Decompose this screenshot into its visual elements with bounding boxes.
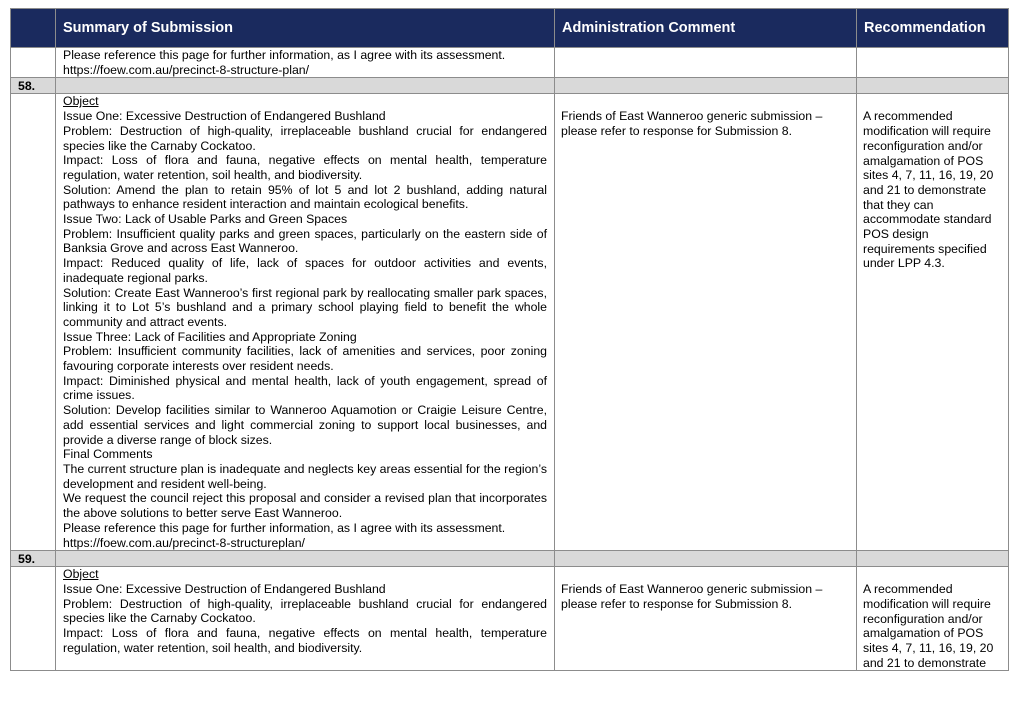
summary-line: Issue One: Excessive Destruction of Endangered Bushland: [63, 581, 386, 596]
submission-summary: [56, 567, 555, 671]
submissions-table: [10, 8, 1009, 671]
header-row: [11, 9, 1009, 48]
header-number: [11, 9, 56, 48]
submission-row: [11, 567, 1009, 671]
summary-line: Please reference this page for further information, as I agree with its assessment.: [63, 520, 506, 535]
continued-row: [11, 48, 1009, 78]
summary-line: Problem: Insufficient community facilities, lack of amenities and services, poor zoning favouring corporate interests over resident needs.: [63, 344, 547, 374]
recommendation: A recommended modification will require reconfiguration and/or amalgamation of POS sites 4, 7, 11, 16, 19, 20 and 21 to demonstrate: [857, 567, 1009, 671]
summary-line: Problem: Destruction of high-quality, irreplaceable bushland crucial for endangered species like the Carnaby Cockatoo.: [63, 123, 547, 153]
summary-link: https://foew.com.au/precinct-8-structure-plan/: [63, 62, 310, 77]
submission-summary: [56, 94, 555, 551]
header-summary: Summary of Submission: [56, 9, 555, 48]
summary-line: Solution: Amend the plan to retain 95% of lot 5 and lot 2 bushland, adding natural pathways to enhance resident interaction and maintain ecological benefits.: [63, 182, 547, 212]
summary-line: Solution: Create East Wanneroo’s first regional park by reallocating smaller park spaces, linking it to Lot 5’s bushland and a primary school playing field to benefit the whole community and attract events.: [63, 285, 547, 329]
summary-line: Issue Three: Lack of Facilities and Appropriate Zoning: [63, 329, 357, 344]
summary-position: Object: [63, 94, 99, 109]
submission-row: [11, 94, 1009, 551]
submission-number: 58.: [11, 78, 56, 94]
submission-number: 59.: [11, 551, 56, 567]
summary-line: Impact: Loss of flora and fauna, negative effects on mental health, temperature regulation, water retention, soil health, and biodiversity.: [63, 626, 547, 655]
summary-line: Issue Two: Lack of Usable Parks and Green Spaces: [63, 212, 348, 227]
header-admin-comment: Administration Comment: [555, 9, 857, 48]
admin-comment: Friends of East Wanneroo generic submission – please refer to response for Submission 8.: [555, 567, 857, 671]
submission-number-row: [11, 551, 1009, 567]
summary-position: Object: [63, 567, 99, 582]
summary-line: Problem: Insufficient quality parks and green spaces, particularly on the eastern side of Banksia Grove and across East Wanneroo.: [63, 226, 547, 256]
summary-line: Impact: Reduced quality of life, lack of spaces for outdoor activities and events, inadequate regional parks.: [63, 256, 547, 285]
continued-summary: [56, 48, 555, 78]
summary-line: Please reference this page for further information, as I agree with its assessment.: [63, 48, 506, 62]
header-recommendation: Recommendation: [857, 9, 1009, 48]
summary-line: Final Comments: [63, 447, 153, 462]
summary-line: We request the council reject this proposal and consider a revised plan that incorporates the above solutions to better serve East Wanneroo.: [63, 491, 547, 521]
admin-comment: Friends of East Wanneroo generic submission – please refer to response for Submission 8.: [555, 94, 857, 551]
summary-line: Impact: Diminished physical and mental health, lack of youth engagement, spread of crime issues.: [63, 373, 547, 403]
summary-line: Solution: Develop facilities similar to Wanneroo Aquamotion or Craigie Leisure Centre, add essential services and light commercial zoning to support local businesses, and provide a diverse range of block sizes.: [63, 403, 547, 447]
submission-number-row: [11, 78, 1009, 94]
summary-link: https://foew.com.au/precinct-8-structureplan/: [63, 535, 305, 550]
summary-line: Issue One: Excessive Destruction of Endangered Bushland: [63, 109, 386, 124]
summary-line: The current structure plan is inadequate and neglects key areas essential for the region’s development and resident well-being.: [63, 461, 547, 491]
summary-line: Problem: Destruction of high-quality, irreplaceable bushland crucial for endangered species like the Carnaby Cockatoo.: [63, 596, 547, 626]
summary-line: Impact: Loss of flora and fauna, negative effects on mental health, temperature regulation, water retention, soil health, and biodiversity.: [63, 153, 547, 182]
recommendation: A recommended modification will require reconfiguration and/or amalgamation of POS sites 4, 7, 11, 16, 19, 20 and 21 to demonstrate that they can accommodate standard POS design requirements specified under LPP 4.3.: [857, 94, 1009, 551]
